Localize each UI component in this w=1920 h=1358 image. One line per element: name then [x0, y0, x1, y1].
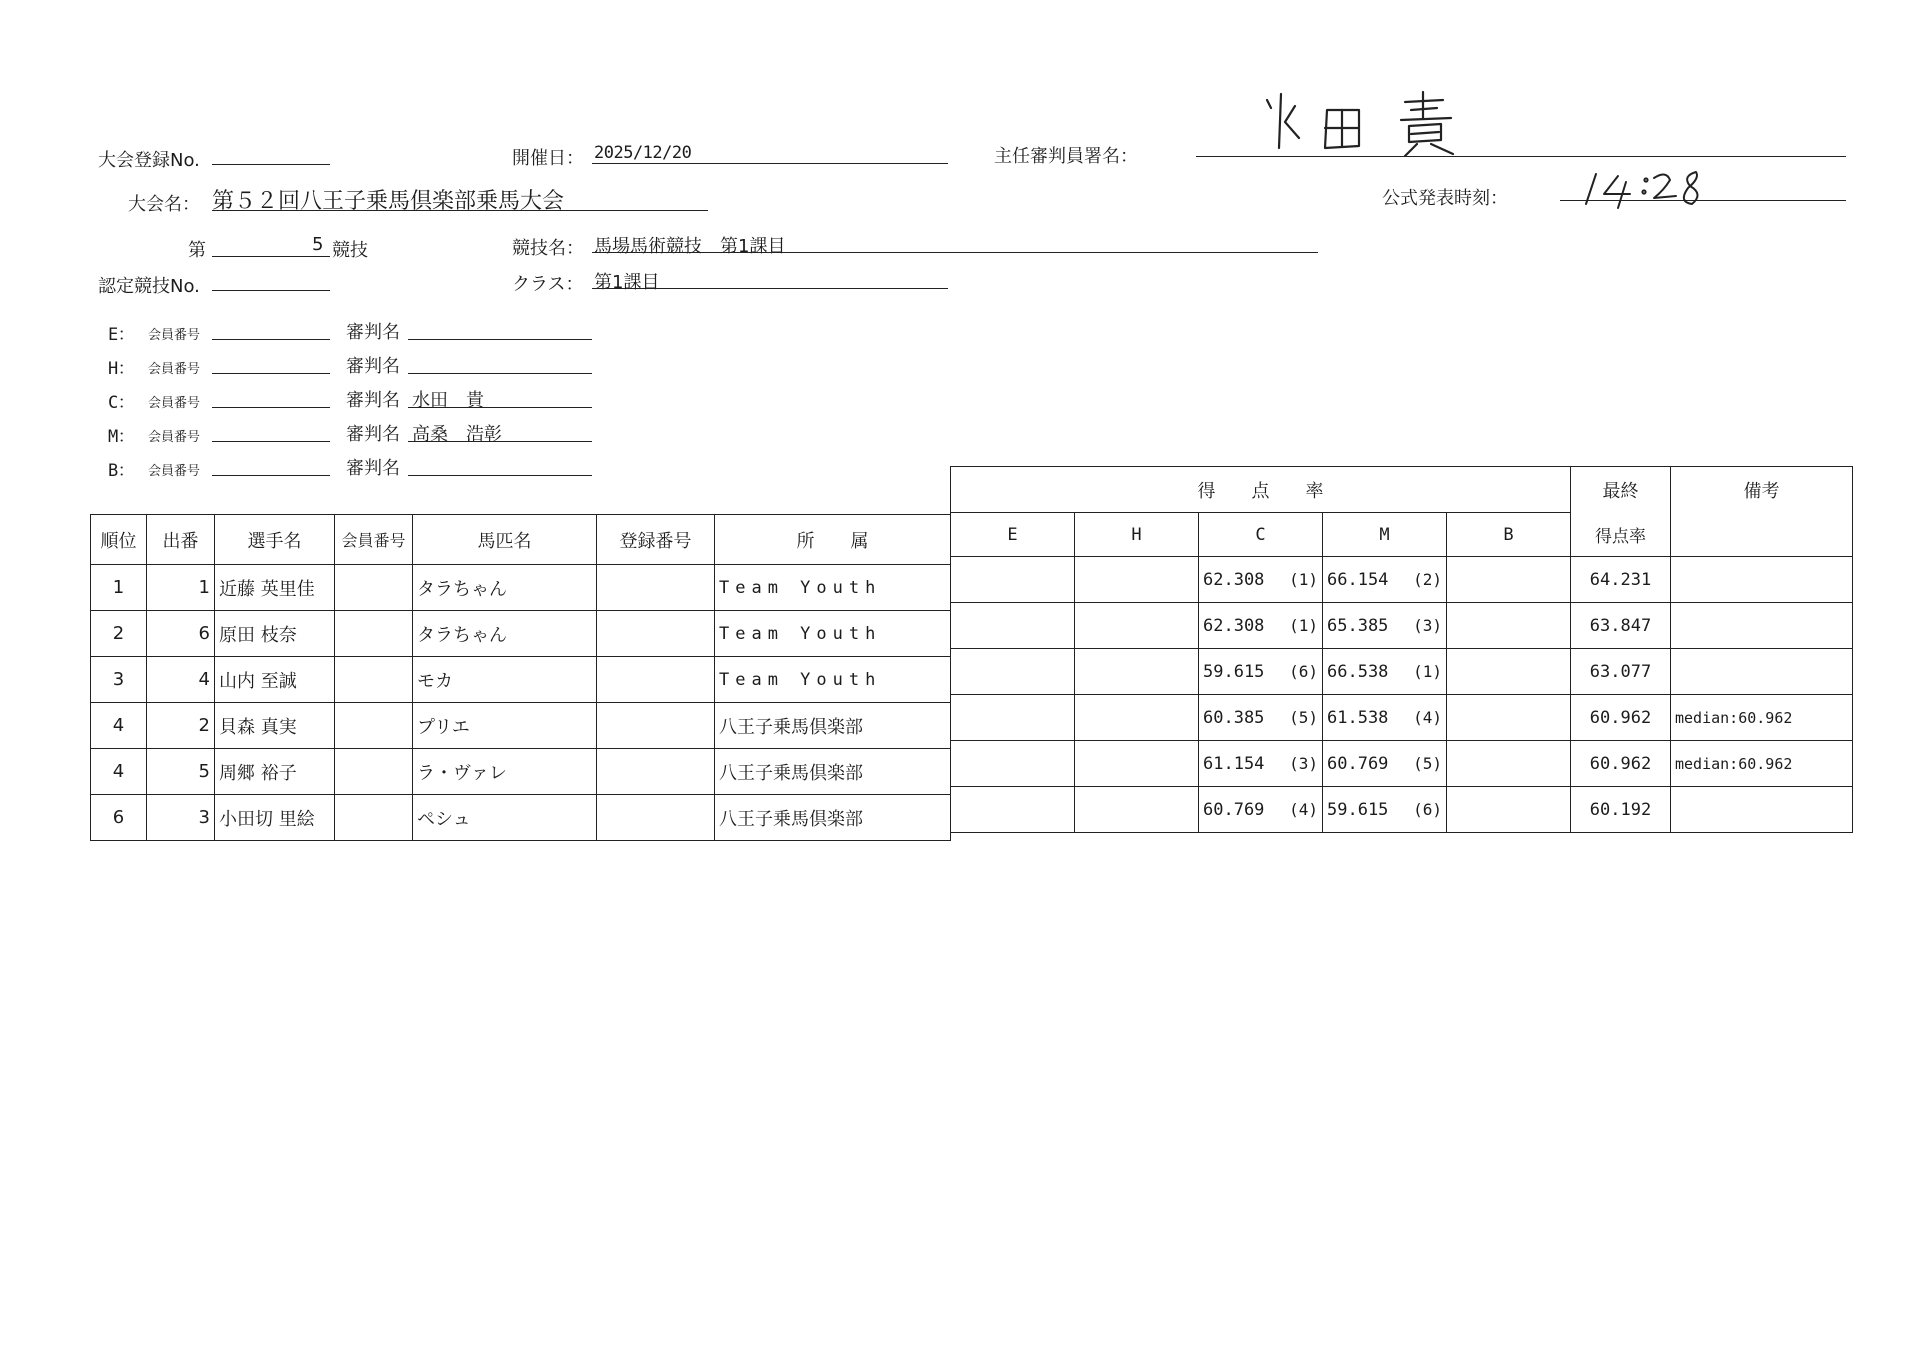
- rider-cell: 貝森 真実: [215, 703, 335, 749]
- score-h: [1075, 557, 1199, 603]
- start-cell: 6: [147, 611, 215, 657]
- reg-cell: [597, 611, 715, 657]
- final-score: 63.077: [1571, 649, 1671, 695]
- results-info-table: [90, 514, 951, 841]
- table-row: [951, 695, 1853, 741]
- competition-name-label: 競技名：: [512, 238, 584, 259]
- col-horse-header: 馬匹名: [413, 515, 597, 565]
- certified-no-label: 認定競技No.: [98, 276, 200, 297]
- judge-member-line: [212, 441, 330, 442]
- score-m: [1323, 741, 1447, 787]
- judge-member-line: [212, 475, 330, 476]
- club-cell: 八王子乗馬倶楽部: [715, 749, 951, 795]
- scores-judge-header-row: [951, 513, 1853, 557]
- judge-name-label: 審判名: [346, 390, 400, 411]
- start-cell: 1: [147, 565, 215, 611]
- member-cell: [335, 611, 413, 657]
- competition-name-underline: [592, 252, 1318, 253]
- final-score: 63.847: [1571, 603, 1671, 649]
- score-b: [1447, 787, 1571, 833]
- club-cell: Team Youth: [715, 611, 951, 657]
- certified-no-field: [212, 290, 330, 291]
- reg-cell: [597, 703, 715, 749]
- judge-name: 高桑 浩彰: [412, 424, 502, 445]
- reg-cell: [597, 749, 715, 795]
- judge-name-line: [408, 339, 592, 340]
- score-c-rank: (6): [1289, 661, 1318, 681]
- start-cell: 3: [147, 795, 215, 841]
- score-m: [1323, 787, 1447, 833]
- reg-cell: [597, 565, 715, 611]
- scores-group-header-row: [951, 467, 1853, 513]
- score-c-value: 59.615: [1203, 661, 1265, 682]
- score-m-value: 66.538: [1327, 661, 1389, 682]
- judge-member-line: [212, 373, 330, 374]
- score-c-value: 62.308: [1203, 569, 1265, 590]
- class-value: 第1課目: [594, 272, 660, 293]
- col-club-header: 所 属: [715, 515, 951, 565]
- score-c: [1199, 649, 1323, 695]
- remarks: median:60.962: [1671, 741, 1853, 787]
- score-b: [1447, 649, 1571, 695]
- remarks: [1671, 787, 1853, 833]
- judge-name: 水田 貴: [412, 390, 484, 411]
- score-h: [1075, 695, 1199, 741]
- score-m: [1323, 557, 1447, 603]
- score-e: [951, 787, 1075, 833]
- score-m-value: 60.769: [1327, 753, 1389, 774]
- member-cell: [335, 795, 413, 841]
- score-e: [951, 695, 1075, 741]
- score-b: [1447, 695, 1571, 741]
- score-c-rank: (3): [1289, 753, 1318, 773]
- judge-col-b: B: [1447, 513, 1571, 557]
- col-rank-header: 順位: [91, 515, 147, 565]
- member-cell: [335, 703, 413, 749]
- score-c: [1199, 787, 1323, 833]
- score-e: [951, 557, 1075, 603]
- rank-cell: 4: [91, 749, 147, 795]
- col-rider-header: 選手名: [215, 515, 335, 565]
- judge-col-c: C: [1199, 513, 1323, 557]
- score-m-value: 59.615: [1327, 799, 1389, 820]
- score-h: [1075, 603, 1199, 649]
- remarks: [1671, 557, 1853, 603]
- date-label: 開催日：: [512, 148, 584, 169]
- competition-name: 馬場馬術競技 第1課目: [594, 236, 786, 257]
- reg-cell: [597, 795, 715, 841]
- score-c-rank: (1): [1289, 615, 1318, 635]
- registration-no-label: 大会登録No.: [98, 150, 200, 171]
- competition-number: 5: [312, 234, 324, 255]
- table-row: [951, 603, 1853, 649]
- remarks: [1671, 603, 1853, 649]
- horse-cell: タラちゃん: [413, 565, 597, 611]
- col-reg-header: 登録番号: [597, 515, 715, 565]
- score-e: [951, 603, 1075, 649]
- judge-name-label: 審判名: [346, 322, 400, 343]
- score-c-value: 60.769: [1203, 799, 1265, 820]
- score-c: [1199, 603, 1323, 649]
- remarks: [1671, 649, 1853, 695]
- score-e: [951, 649, 1075, 695]
- score-c-value: 60.385: [1203, 707, 1265, 728]
- score-m-value: 65.385: [1327, 615, 1389, 636]
- club-cell: Team Youth: [715, 565, 951, 611]
- judge-position: B：: [108, 461, 135, 481]
- rank-cell: 1: [91, 565, 147, 611]
- announce-time-handwritten: [1578, 164, 1738, 212]
- date-value: 2025/12/20: [594, 143, 692, 163]
- announce-time-label-text: 公式発表時刻：: [1382, 188, 1508, 209]
- col-start-header: 出番: [147, 515, 215, 565]
- remarks-header: 備考: [1671, 467, 1853, 513]
- judge-col-h: H: [1075, 513, 1199, 557]
- score-b: [1447, 557, 1571, 603]
- judge-name-label: 審判名: [346, 458, 400, 479]
- member-cell: [335, 749, 413, 795]
- score-b: [1447, 741, 1571, 787]
- rider-cell: 周郷 裕子: [215, 749, 335, 795]
- judge-name-line: [408, 441, 592, 442]
- score-c-value: 62.308: [1203, 615, 1265, 636]
- table-row: [91, 611, 951, 657]
- final-score: 60.192: [1571, 787, 1671, 833]
- remarks-header-blank: [1671, 513, 1853, 557]
- chief-judge-signature: [1255, 88, 1505, 160]
- judge-name-line: [408, 373, 592, 374]
- score-c-value: 61.154: [1203, 753, 1265, 774]
- event-name-underline: [212, 210, 708, 211]
- class-label: クラス：: [512, 274, 584, 295]
- scores-table: [950, 466, 1853, 833]
- judge-member-label: 会員番号: [148, 362, 201, 377]
- remarks: median:60.962: [1671, 695, 1853, 741]
- rider-cell: 小田切 里絵: [215, 795, 335, 841]
- table-row: [951, 557, 1853, 603]
- score-h: [1075, 741, 1199, 787]
- judge-member-line: [212, 339, 330, 340]
- horse-cell: タラちゃん: [413, 611, 597, 657]
- score-rate-group-header: 得 点 率: [951, 467, 1571, 513]
- score-c: [1199, 741, 1323, 787]
- horse-cell: モカ: [413, 657, 597, 703]
- final-score: 60.962: [1571, 695, 1671, 741]
- score-m-rank: (5): [1413, 753, 1442, 773]
- judge-member-label: 会員番号: [148, 464, 201, 479]
- judge-name-label: 審判名: [346, 356, 400, 377]
- competition-suffix: 競技: [332, 240, 368, 261]
- final-score-header-line2: 得点率: [1571, 513, 1671, 557]
- rank-cell: 3: [91, 657, 147, 703]
- score-c-rank: (1): [1289, 569, 1318, 589]
- score-c: [1199, 557, 1323, 603]
- table-row: [951, 787, 1853, 833]
- score-m: [1323, 649, 1447, 695]
- judge-position: M：: [108, 427, 135, 447]
- club-cell: Team Youth: [715, 657, 951, 703]
- member-cell: [335, 657, 413, 703]
- reg-cell: [597, 657, 715, 703]
- table-row: [91, 795, 951, 841]
- judge-member-label: 会員番号: [148, 396, 201, 411]
- club-cell: 八王子乗馬倶楽部: [715, 795, 951, 841]
- final-score-header-line1: 最終: [1571, 467, 1671, 513]
- class-underline: [592, 288, 948, 289]
- results-header-row: [91, 515, 951, 565]
- score-h: [1075, 787, 1199, 833]
- start-cell: 5: [147, 749, 215, 795]
- score-m-rank: (6): [1413, 799, 1442, 819]
- score-m-rank: (3): [1413, 615, 1442, 635]
- registration-no-field: [212, 164, 330, 165]
- final-score: 64.231: [1571, 557, 1671, 603]
- rank-cell: 6: [91, 795, 147, 841]
- competition-number-underline: [212, 256, 330, 257]
- horse-cell: ラ・ヴァレ: [413, 749, 597, 795]
- table-row: [951, 741, 1853, 787]
- judge-position: E：: [108, 325, 135, 345]
- score-m-rank: (1): [1413, 661, 1442, 681]
- score-m-value: 61.538: [1327, 707, 1389, 728]
- judge-name-label: 審判名: [346, 424, 400, 445]
- judge-name-line: [408, 475, 592, 476]
- final-score: 60.962: [1571, 741, 1671, 787]
- score-c: [1199, 695, 1323, 741]
- score-m: [1323, 603, 1447, 649]
- col-member-header: 会員番号: [335, 515, 413, 565]
- table-row: [951, 649, 1853, 695]
- rider-cell: 原田 枝奈: [215, 611, 335, 657]
- competition-prefix: 第: [188, 240, 206, 261]
- judge-name-line: [408, 407, 592, 408]
- table-row: [91, 565, 951, 611]
- start-cell: 4: [147, 657, 215, 703]
- date-underline: [592, 163, 948, 164]
- judge-member-label: 会員番号: [148, 430, 201, 445]
- judge-position: C：: [108, 393, 135, 413]
- score-m-value: 66.154: [1327, 569, 1389, 590]
- member-cell: [335, 565, 413, 611]
- rider-cell: 近藤 英里佳: [215, 565, 335, 611]
- table-row: [91, 703, 951, 749]
- judge-member-line: [212, 407, 330, 408]
- horse-cell: プリエ: [413, 703, 597, 749]
- rider-cell: 山内 至誠: [215, 657, 335, 703]
- judge-col-m: M: [1323, 513, 1447, 557]
- event-label: 大会名：: [128, 194, 200, 215]
- event-name: 第５２回八王子乗馬倶楽部乗馬大会: [212, 189, 565, 214]
- judge-position: H：: [108, 359, 135, 379]
- table-row: [91, 749, 951, 795]
- score-c-rank: (4): [1289, 799, 1318, 819]
- score-c-rank: (5): [1289, 707, 1318, 727]
- rank-cell: 2: [91, 611, 147, 657]
- judge-col-e: E: [951, 513, 1075, 557]
- score-m-rank: (2): [1413, 569, 1442, 589]
- score-b: [1447, 603, 1571, 649]
- score-h: [1075, 649, 1199, 695]
- score-m: [1323, 695, 1447, 741]
- score-m-rank: (4): [1413, 707, 1442, 727]
- horse-cell: ペシュ: [413, 795, 597, 841]
- score-e: [951, 741, 1075, 787]
- start-cell: 2: [147, 703, 215, 749]
- chief-judge-label: 主任審判員署名：: [994, 146, 1138, 167]
- table-row: [91, 657, 951, 703]
- rank-cell: 4: [91, 703, 147, 749]
- club-cell: 八王子乗馬倶楽部: [715, 703, 951, 749]
- judge-member-label: 会員番号: [148, 328, 201, 343]
